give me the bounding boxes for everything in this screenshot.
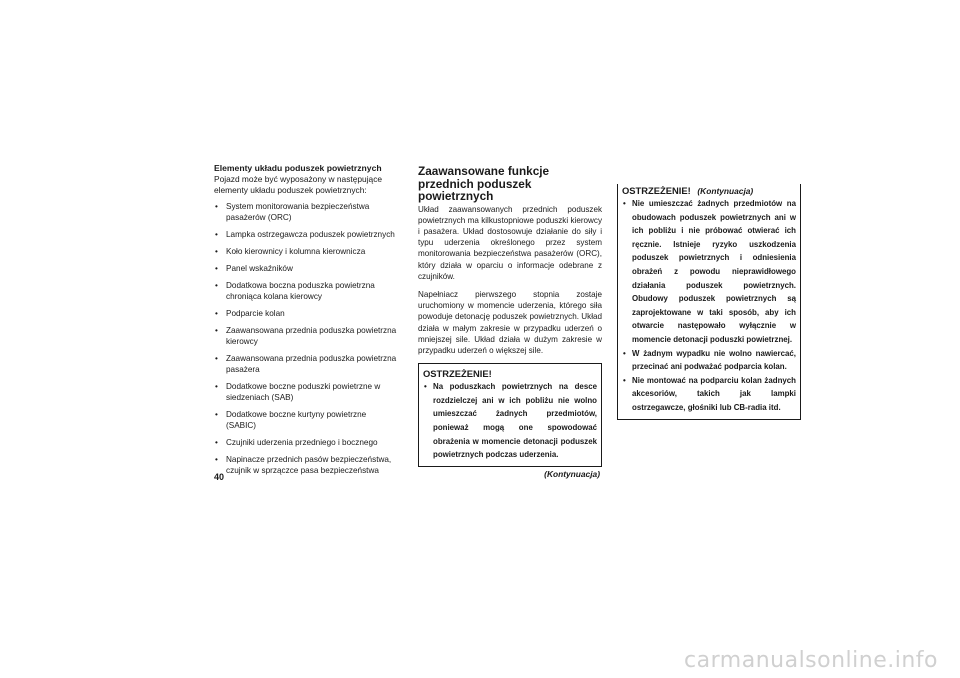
list-item	[214, 325, 398, 347]
list-item-text: Dodatkowe boczne poduszki powietrzne w siedzeniach (SAB)	[226, 382, 381, 402]
list-item	[214, 353, 398, 375]
list-item-text: Na poduszkach powietrznych na desce rozdzielczej ani w ich pobliżu nie wolno umieszczać żadnych przedmiotów, ponieważ mogą one spowodować obrażenia w momencie detonacji poduszek powietrznych podczas uderzenia.	[433, 382, 597, 460]
list-item-text: Panel wskaźników	[226, 264, 293, 273]
warning-title: OSTRZEŻENIE!	[423, 368, 492, 380]
list-item-text: W żadnym wypadku nie wolno nawiercać, przecinać ani podważać podparcia kolan.	[632, 348, 796, 372]
bullet-icon: •	[215, 455, 218, 464]
bullet-icon: •	[424, 382, 427, 392]
list-item	[214, 201, 398, 223]
section-heading: Zaawansowane funkcje przednich poduszek powietrznych	[418, 164, 550, 203]
warning-list	[622, 197, 796, 415]
list-item-text: Zaawansowana przednia poduszka powietrzna kierowcy	[226, 326, 397, 346]
list-item	[214, 308, 398, 319]
list-item	[214, 381, 398, 403]
list-item-text: Nie montować na podparciu kolan żadnych akcesoriów, takich jak lampki ostrzegawcze, głośniki lub CB-radia itd.	[632, 375, 796, 412]
watermark: carmanualsonline.info	[684, 648, 938, 673]
components-list	[214, 201, 398, 476]
warning-title-text: OSTRZEŻENIE!	[622, 185, 691, 196]
list-item	[214, 263, 398, 274]
bullet-icon: •	[215, 438, 218, 447]
bullet-icon: •	[215, 354, 218, 363]
list-item	[214, 280, 398, 302]
bullet-icon: •	[215, 247, 218, 256]
list-item-text: Lampka ostrzegawcza poduszek powietrznych	[226, 230, 395, 239]
page-number: 40	[214, 472, 225, 482]
list-item-text: Koło kierownicy i kolumna kierownicza	[226, 247, 366, 256]
list-item	[214, 246, 398, 257]
warning-box	[617, 184, 801, 420]
warning-continued-section	[617, 184, 801, 420]
bullet-icon: •	[215, 202, 218, 211]
paragraph: Napełniacz pierwszego stopnia zostaje uruchomiony w momencie uderzenia, którego siła powoduje detonację poduszek powietrznych. Układ działa w małym zakresie w przypadku uderzeń o mniejszej sile. Układ działa w dużym zakresie w przypadku uderzeń o większej sile.	[418, 289, 602, 355]
bullet-icon: •	[215, 264, 218, 273]
list-item-text: Dodatkowe boczne kurtyny powietrzne (SABIC)	[226, 410, 367, 430]
list-item	[214, 437, 398, 448]
bullet-icon: •	[215, 410, 218, 419]
list-item-text: Napinacze przednich pasów bezpieczeństwa, czujnik w sprzączce pasa bezpieczeństwa	[226, 455, 392, 475]
list-item	[214, 229, 398, 240]
section-intro: Pojazd może być wyposażony w następujące elementy układu poduszek powietrznych:	[214, 174, 383, 195]
bullet-icon: •	[215, 309, 218, 318]
airbag-components-section	[214, 163, 398, 482]
list-item-text: Dodatkowa boczna poduszka powietrzna chroniąca kolana kierowcy	[226, 281, 375, 301]
list-item-text: System monitorowania bezpieczeństwa pasażerów (ORC)	[226, 202, 370, 222]
list-item-text: Czujniki uderzenia przedniego i bocznego	[226, 438, 378, 447]
bullet-icon: •	[215, 230, 218, 239]
list-item-text: Podparcie kolan	[226, 309, 285, 318]
warning-item	[622, 197, 796, 347]
bullet-icon: •	[623, 199, 626, 208]
bullet-icon: •	[215, 281, 218, 290]
bullet-icon: •	[215, 382, 218, 391]
warning-item	[622, 374, 796, 415]
list-item-text: Nie umieszczać żadnych przedmiotów na obudowach poduszek powietrznych ani w ich pobliżu i nie próbować otwierać ich ręcznie. Istnieje ryzyko uszkodzenia poduszek powietrznych i odniesienia obrażeń z powodu nieprawidłowego działania poduszek powietrznych. Obudowy poduszek powietrznych są zaprojektowane w taki sposób, aby ich otwarcie następowało wyłącznie w momencie detonacji poduszki powietrznej.	[632, 199, 796, 344]
list-item	[214, 454, 398, 476]
warning-item	[423, 380, 597, 462]
bullet-icon: •	[623, 375, 626, 385]
paragraph: Układ zaawansowanych przednich poduszek powietrznych ma kilkustopniowe poduszki kierowcy i pasażera. Układ dostosowuje działanie do siły i typu uderzenia określonego przez system monitorowania bezpieczeństwa pasażerów (ORC), który działa w oparciu o informacje odebrane z czujników.	[418, 204, 602, 281]
section-heading: Elementy układu poduszek powietrznych	[214, 163, 382, 173]
warning-list	[423, 380, 597, 462]
list-item	[214, 409, 398, 431]
bullet-icon: •	[623, 348, 626, 358]
bullet-icon: •	[215, 326, 218, 335]
advanced-front-airbags-section	[418, 165, 602, 479]
continued-label: (Kontynuacja)	[544, 468, 600, 479]
list-item-text: Zaawansowana przednia poduszka powietrzna pasażera	[226, 354, 397, 374]
warning-title	[622, 185, 796, 197]
warning-item	[622, 347, 796, 374]
warning-continued-label: (Kontynuacja)	[697, 186, 754, 196]
warning-box	[418, 363, 602, 467]
